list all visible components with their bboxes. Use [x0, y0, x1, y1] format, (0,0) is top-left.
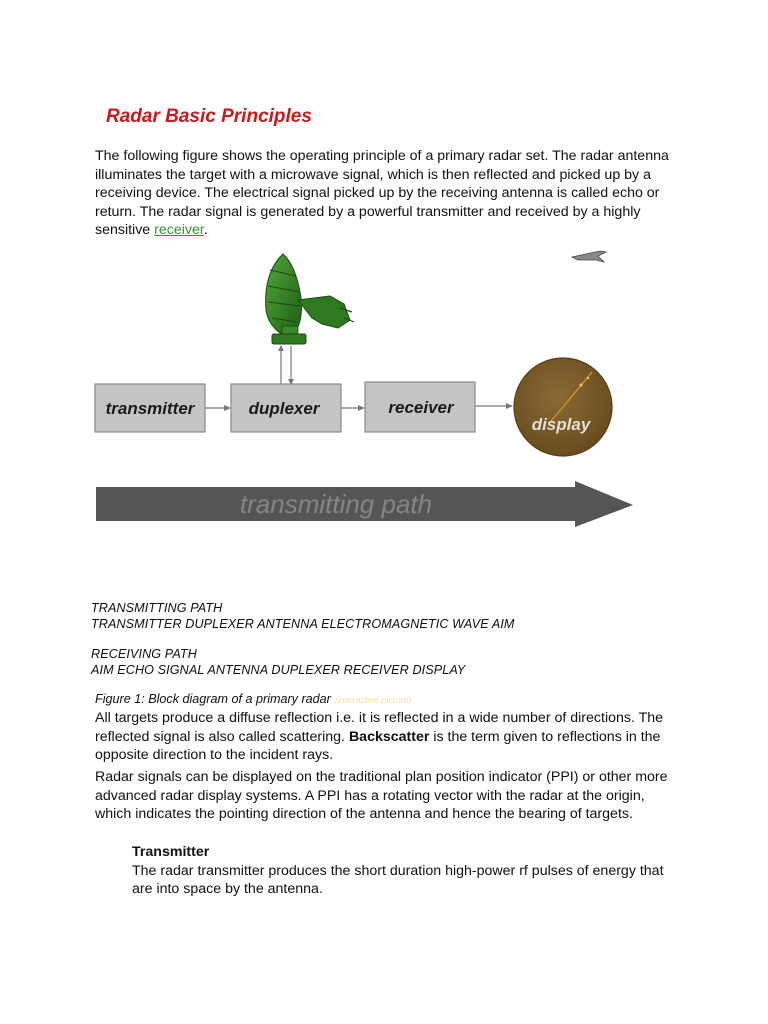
receiving-path-heading: RECEIVING PATH [91, 647, 197, 661]
figure-caption [95, 692, 411, 706]
intro-paragraph [95, 147, 680, 240]
intro-text-end: . [203, 222, 208, 239]
duplexer-label: duplexer [248, 399, 320, 418]
page-title: Radar Basic Principles [106, 106, 312, 127]
receiver-link[interactable]: receiver [154, 222, 204, 239]
display-screen [514, 358, 612, 456]
duplexer-block [231, 384, 341, 432]
receiver-block [365, 382, 475, 432]
transmitter-heading: Transmitter [132, 844, 210, 860]
transmitting-path-arrow [96, 481, 633, 527]
backscatter-term: Backscatter [348, 728, 430, 745]
antenna-icon [266, 254, 354, 344]
receiving-path-steps: AIM ECHO SIGNAL ANTENNA DUPLEXER RECEIVER DISPLAY [91, 663, 466, 677]
reflection-text: All targets produce a diffuse reflection i.e. it is reflected in a wide number of directions. The reflected signal is also called scattering. [95, 710, 664, 745]
transmitting-path-heading: TRANSMITTING PATH [91, 601, 223, 615]
interactive-picture-link[interactable]: (interactive picture) [334, 695, 412, 705]
figure-caption-text: Figure 1: Block diagram of a primary radar [95, 692, 331, 706]
transmitter-block [95, 384, 205, 432]
radar-block-diagram [80, 240, 660, 540]
transmitting-path-label: transmitting path [239, 489, 433, 519]
transmitter-section [132, 843, 682, 899]
transmitting-path-steps: TRANSMITTER DUPLEXER ANTENNA ELECTROMAGNETIC WAVE AIM [91, 617, 515, 631]
aircraft-icon [572, 251, 606, 262]
display-label: display [531, 415, 591, 434]
transmitter-label: transmitter [105, 399, 195, 418]
reflection-paragraph [95, 709, 680, 765]
ppi-paragraph: Radar signals can be displayed on the traditional plan position indicator (PPI) or other more advanced radar display systems. A PPI has a rotating vector with the radar at the origin, which indicates the pointing direction of the antenna and hence the bearing of targets. [95, 769, 668, 823]
transmitter-body: The radar transmitter produces the short duration high-power rf pulses of energy that are into space by the antenna. [132, 862, 664, 898]
receiver-label: receiver [388, 398, 454, 417]
intro-text: The following figure shows the operating principle of a primary radar set. The radar antenna illuminates the target with a microwave signal, which is then reflected and picked up by a receiving device. The electrical signal picked up by the receiving antenna is called echo or return. The radar signal is generated by a powerful transmitter and received by a highly sensitive [95, 148, 669, 239]
reflection-text-end: is the term given to reflections in the opposite direction to the incident rays. [95, 728, 661, 764]
